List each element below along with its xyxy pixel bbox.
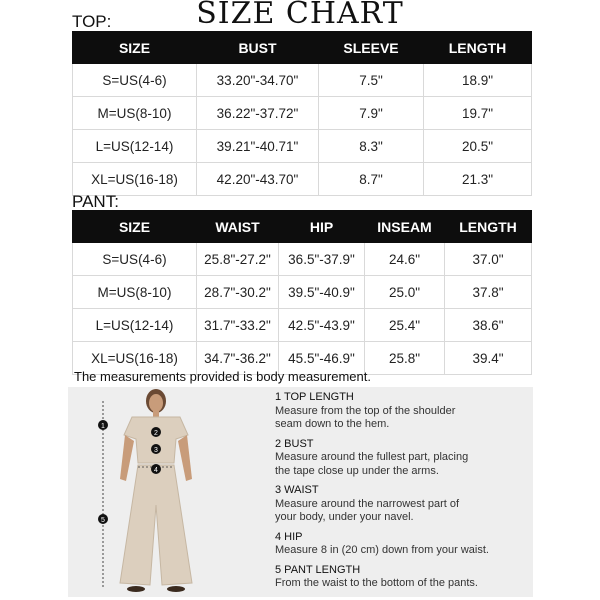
table-cell: 34.7"-36.2"	[197, 342, 279, 375]
table-cell: 19.7"	[424, 97, 532, 130]
table-row	[73, 243, 532, 276]
table-cell: 37.8"	[445, 276, 532, 309]
table-cell: S=US(4-6)	[73, 64, 197, 97]
table-cell: 38.6"	[445, 309, 532, 342]
table-cell: 45.5"-46.9"	[279, 342, 365, 375]
page-title: SIZE CHART	[196, 0, 404, 31]
table-cell: 8.7"	[319, 163, 424, 196]
svg-text:5: 5	[101, 517, 105, 524]
pant-garment	[120, 465, 192, 585]
column-header: BUST	[197, 32, 319, 64]
model-neck	[153, 411, 159, 417]
column-header: SLEEVE	[319, 32, 424, 64]
column-header: LENGTH	[424, 32, 532, 64]
table-cell: 21.3"	[424, 163, 532, 196]
column-header: HIP	[279, 211, 365, 243]
table-cell: L=US(12-14)	[73, 130, 197, 163]
table-cell: 25.4"	[365, 309, 445, 342]
svg-text:4: 4	[154, 467, 158, 474]
table-cell: 24.6"	[365, 243, 445, 276]
table-cell: 7.5"	[319, 64, 424, 97]
marker-4	[151, 464, 161, 474]
table-cell: 25.8"-27.2"	[197, 243, 279, 276]
marker-3	[151, 444, 161, 454]
measurement-guide-panel	[68, 387, 533, 597]
column-header: LENGTH	[445, 211, 532, 243]
top-section-label: TOP:	[72, 12, 112, 31]
table-cell: M=US(8-10)	[73, 97, 197, 130]
table-cell: 42.5"-43.9"	[279, 309, 365, 342]
measurement-instructions	[275, 391, 530, 597]
table-cell: 37.0"	[445, 243, 532, 276]
column-header: SIZE	[73, 32, 197, 64]
table-row	[73, 97, 532, 130]
pant-section-label: PANT:	[72, 192, 119, 211]
top-size-table	[72, 31, 532, 196]
table-cell: 33.20"-34.70"	[197, 64, 319, 97]
table-cell: 25.8"	[365, 342, 445, 375]
column-header: INSEAM	[365, 211, 445, 243]
table-cell: 18.9"	[424, 64, 532, 97]
measurement-note: The measurements provided is body measurement.	[74, 369, 371, 384]
table-cell: 7.9"	[319, 97, 424, 130]
table-cell: 28.7"-30.2"	[197, 276, 279, 309]
model-right-foot	[167, 586, 185, 592]
instruction-pant-length: 5 PANT LENGTH From the waist to the bottom of the pants.	[275, 563, 478, 589]
table-cell: M=US(8-10)	[73, 276, 197, 309]
model-left-foot	[127, 586, 145, 592]
marker-2	[151, 427, 161, 437]
model-illustration	[68, 387, 273, 597]
marker-5	[98, 514, 108, 524]
instruction-hip: 4 HIP Measure 8 in (20 cm) down from your waist.	[275, 530, 489, 556]
table-cell: 36.22"-37.72"	[197, 97, 319, 130]
table-row	[73, 64, 532, 97]
instruction-top-length: 1 TOP LENGTH Measure from the top of the shoulder seam down to the hem.	[275, 391, 456, 430]
table-cell: 8.3"	[319, 130, 424, 163]
table-cell: 25.0"	[365, 276, 445, 309]
table-row	[73, 276, 532, 309]
model-figure	[68, 387, 273, 597]
model-left-arm	[120, 435, 134, 481]
table-header-row	[73, 32, 532, 64]
model-right-arm	[178, 435, 192, 481]
svg-text:1: 1	[101, 423, 105, 430]
table-cell: 31.7"-33.2"	[197, 309, 279, 342]
marker-1	[98, 420, 108, 430]
instruction-bust: 2 BUST Measure around the fullest part, placing the tape close up under the arms.	[275, 437, 469, 477]
table-cell: 39.4"	[445, 342, 532, 375]
table-cell: 36.5"-37.9"	[279, 243, 365, 276]
instruction-waist: 3 WAIST Measure around the narrowest part of your body, under your navel.	[275, 484, 460, 523]
table-cell: 39.5"-40.9"	[279, 276, 365, 309]
column-header: WAIST	[197, 211, 279, 243]
table-cell: 42.20"-43.70"	[197, 163, 319, 196]
table-cell: S=US(4-6)	[73, 243, 197, 276]
table-cell: 39.21"-40.71"	[197, 130, 319, 163]
table-header-row	[73, 211, 532, 243]
table-cell: L=US(12-14)	[73, 309, 197, 342]
column-header: SIZE	[73, 211, 197, 243]
table-row	[73, 163, 532, 196]
table-row	[73, 309, 532, 342]
table-cell: XL=US(16-18)	[73, 163, 197, 196]
table-cell: 20.5"	[424, 130, 532, 163]
table-row	[73, 130, 532, 163]
svg-text:2: 2	[154, 430, 158, 437]
svg-text:3: 3	[154, 447, 158, 454]
pant-size-table	[72, 210, 532, 375]
table-cell: XL=US(16-18)	[73, 342, 197, 375]
top-garment	[124, 417, 188, 463]
model-face	[149, 394, 163, 412]
